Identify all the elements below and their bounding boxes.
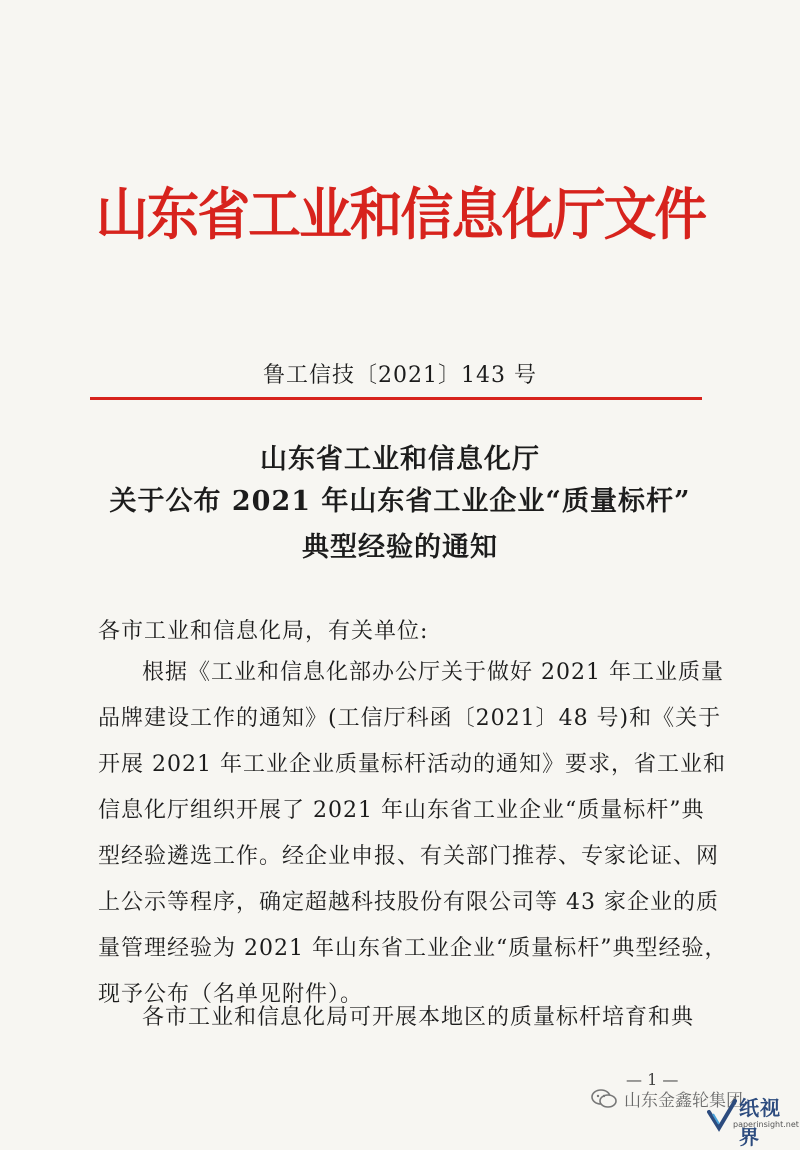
body-paragraph-1 (98, 650, 728, 1018)
salutation: 各市工业和信息化局，有关单位: (98, 619, 429, 644)
paragraph-line: 现予公布（名单见附件）。 (98, 982, 364, 1007)
watermark-account-name: 山东金鑫轮集团 (624, 1091, 743, 1111)
paragraph-line: 信息化厅组织开展了 2021 年山东省工业企业“质量标杆”典 (98, 798, 705, 823)
paragraph-line: 开展 2021 年工业企业质量标杆活动的通知》要求，省工业和 (98, 752, 726, 777)
notice-title-line-3: 典型经验的通知 (302, 532, 498, 563)
document-number: 鲁工信技〔2021〕143 号 (263, 363, 537, 388)
paragraph-line: 上公示等程序，确定超越科技股份有限公司等 43 家企业的质 (98, 890, 719, 915)
paragraph-line: 各市工业和信息化局可开展本地区的质量标杆培育和典 (142, 1005, 695, 1030)
paragraph-line: 品牌建设工作的通知》(工信厅科函〔2021〕48 号)和《关于 (98, 706, 722, 731)
body-paragraph-2 (98, 995, 718, 1041)
red-separator-line (90, 397, 702, 400)
paragraph-line: 根据《工业和信息化部办公厅关于做好 2021 年工业质量 (142, 660, 724, 685)
wechat-icon (590, 1088, 618, 1110)
brand-logo (707, 1090, 799, 1149)
paragraph-line: 型经验遴选工作。经企业申报、有关部门推荐、专家论证、网 (98, 844, 720, 869)
brand-url: paperinsight.net (733, 1120, 799, 1129)
paragraph-line: 量管理经验为 2021 年山东省工业企业“质量标杆”典型经验， (98, 936, 728, 961)
notice-title-line-2: 关于公布 2021 年山东省工业企业“质量标杆” (109, 486, 691, 517)
page-number: — 1 — (626, 1070, 679, 1089)
brand-name: 纸视界 (739, 1096, 781, 1149)
document-masthead: 山东省工业和信息化厅文件 (96, 183, 706, 248)
notice-title-line-1: 山东省工业和信息化厅 (260, 444, 540, 475)
